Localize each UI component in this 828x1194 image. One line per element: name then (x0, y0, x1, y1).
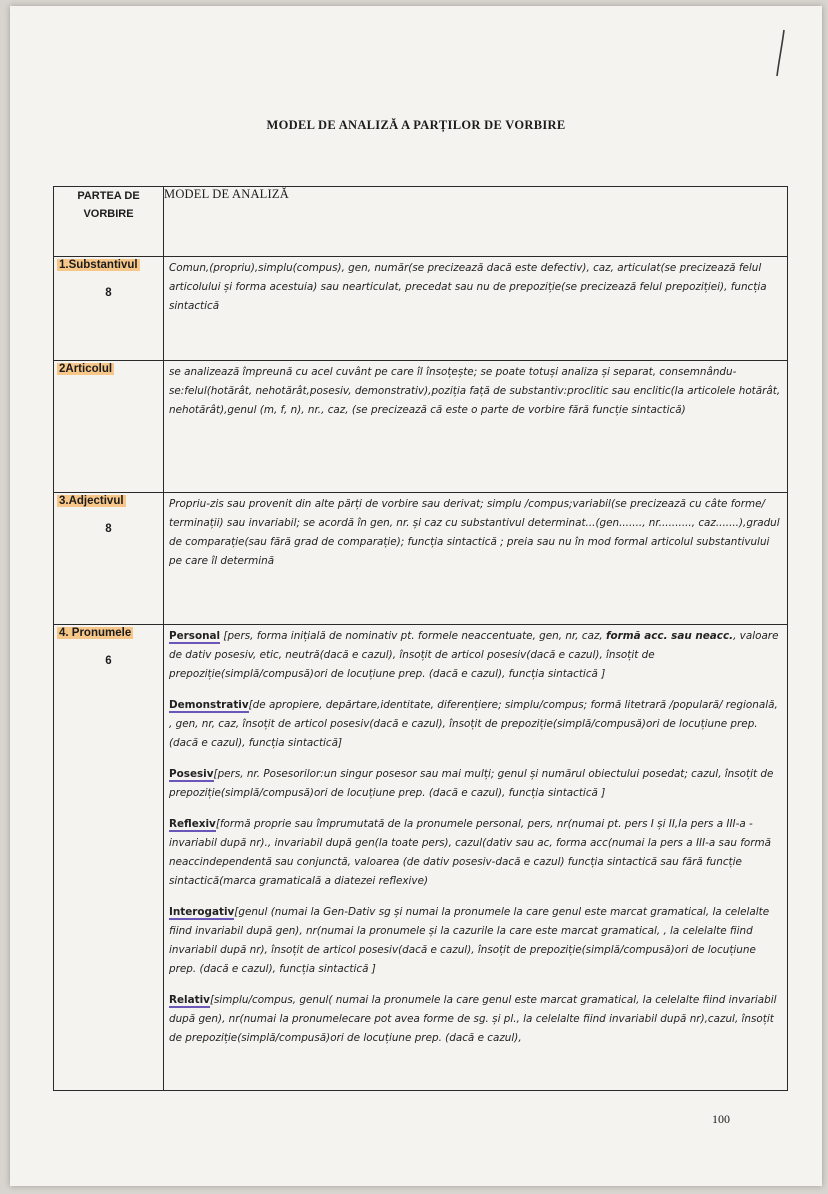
table-header-row (54, 187, 788, 257)
subtype-text: [simplu/compus, genul( numai la pronumele la care genul este marcat gramatical, la celelalte fiind invariabil după gen), nr(numai la pronumelecare pot avea forme de sg. și pl., la celelalte fiind invariabil după nr),cazul, însoțit de prepoziție(simplă/compusă)ori de locuțiune prep. (dacă e cazul), (169, 994, 777, 1044)
table-row-adjectiv (54, 493, 788, 625)
analysis-table (53, 186, 788, 1091)
row-label-cell (54, 493, 164, 625)
row-description: Propriu-zis sau provenit din alte părți de vorbire sau derivat; simplu /compus;variabil(se precizează cu câte forme/ terminații) sau invariabil; se acordă în gen, nr. și caz cu substantivul determinat...(gen......., nr.........., caz.......),gradul de comparație(sau fără grad de comparație); funcția sintactică ; preia sau nu în mod formal articolul substantivului pe care îl determină (169, 498, 780, 567)
subtype-term: Personal (169, 630, 221, 642)
subtype-text: [de apropiere, depărtare,identitate, diferențiere; simplu/compus; formă litetrară /populară/ regională, , gen, nr, caz, însoțit de articol posesiv(dacă e cazul), însoțit de prepoziție(simplă/compusă)ori de locuțiune prep. (dacă e cazul), funcția sintactică] (169, 699, 778, 749)
table-row-articol (54, 361, 788, 493)
pronoun-interogativ (169, 903, 781, 979)
subtype-text: [pers, forma inițială de nominativ pt. formele neaccentuate, gen, nr, caz, (220, 630, 606, 642)
pronoun-demonstrativ (169, 696, 781, 753)
row-label-cell (54, 625, 164, 1091)
pronoun-reflexiv (169, 815, 781, 891)
subtype-term: Posesiv (169, 768, 214, 780)
row-points: 8 (105, 523, 112, 535)
row-description-cell (164, 361, 788, 493)
subtype-bold-text: formă acc. sau neacc. (606, 630, 734, 642)
row-description-cell (164, 493, 788, 625)
row-description: Comun,(propriu),simplu(compus), gen, număr(se precizează dacă este defectiv), caz, articulat(se precizează felul articolului și forma acestuia) sau nearticulat, precedat sau nu de prepoziție(se precizează felul prepoziției), funcția sintactică (169, 262, 767, 312)
subtype-text: , valoare de dativ posesiv, etic, neutră(dacă e cazul), însoțit de articol posesiv(dacă e cazul), însoțit de prepoziție(simplă/compusă)ori de locuțiune prep. (dacă e cazul), funcția sintactică ] (169, 630, 779, 680)
document-title: MODEL DE ANALIZĂ A PARȚILOR DE VORBIRE (266, 118, 566, 132)
row-description: se analizează împreună cu acel cuvânt pe care îl însoțește; se poate totuși analiza și separat, consemnându-se:felul(hotărât, nehotărât,posesiv, demonstrativ),poziția față de substantiv:proclitic sau enclitic(la articolele hotărât, nehotărât),genul (m, f, n), nr., caz, (se precizează că este o parte de vorbire fără funcție sintactică) (169, 366, 781, 416)
row-name: 2Articolul (59, 363, 113, 375)
row-description-cell (164, 257, 788, 361)
subtype-text: [genul (numai la Gen-Dativ sg și numai la pronumele la care genul este marcat gramatical, la celelalte fiind invariabil după gen), nr(numai la pronumele și la cazurile la care este marcat gramatical, , la celelalte fiind invariabil după nr), însoțit de articol posesiv(dacă e cazul), însoțit de prepoziție(simplă/compusă)ori de locuțiune prep. (dacă e cazul), funcția sintactică ] (169, 906, 770, 975)
pronoun-posesiv (169, 765, 781, 803)
subtype-text: [formă proprie sau împrumutată de la pronumele personal, pers, nr(numai pt. pers I și II,la pers a III-a -invariabil după nr)., invariabil după gen(la toate pers), cazul(dativ sau ac, forma acc(numai la pers a III-a sau formă neaccindependentă sau conjunctă, valoarea (de dativ posesiv-dacă e cazul) funcția sintactică sau fără funcție sintactică(marca gramaticală a diatezei reflexive) (169, 818, 772, 887)
page-number: 100 (712, 1112, 730, 1126)
row-name: 4. Pronumele (59, 627, 132, 639)
pronoun-personal (169, 627, 781, 684)
subtype-text: [pers, nr. Posesorilor:un singur posesor sau mai mulți; genul și numărul obiectului posedat; cazul, însoțit de prepoziție(simplă/compusă)ori de locuțiune prep. (dacă e cazul), funcția sintactică ] (169, 768, 774, 799)
row-name: 1.Substantivul (59, 259, 138, 271)
subtype-term: Reflexiv (169, 818, 216, 830)
pronoun-relativ (169, 991, 781, 1048)
table-row-pronume (54, 625, 788, 1091)
row-label-cell (54, 257, 164, 361)
header-analysis-model: MODEL DE ANALIZĂ (164, 187, 788, 257)
subtype-term: Interogativ (169, 906, 235, 918)
pronoun-subtypes (164, 625, 787, 1048)
row-label-cell (54, 361, 164, 493)
row-name: 3.Adjectivul (59, 495, 124, 507)
row-points: 6 (105, 655, 112, 667)
row-points: 8 (105, 287, 112, 299)
subtype-term: Relativ (169, 994, 210, 1006)
row-description-cell (164, 625, 788, 1091)
pen-stroke-mark (774, 28, 786, 78)
document-page (10, 6, 822, 1186)
header-part-of-speech: PARTEA DE VORBIRE (54, 187, 164, 257)
table-row-substantiv (54, 257, 788, 361)
subtype-term: Demonstrativ (169, 699, 249, 711)
